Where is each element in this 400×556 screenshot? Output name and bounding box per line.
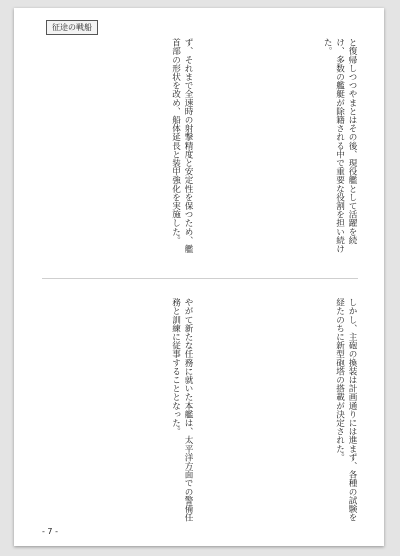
tier-divider (42, 278, 358, 279)
bottom-left-text: やがて新たな任務に就いた本艦は、太平洋方面での警備任務と訓練に従事することとなった。 (170, 298, 193, 522)
bottom-right-column (206, 298, 358, 522)
top-right-text: と復帰しつつやまとはその後、現役艦として活躍を続け、多数の艦艇が除籍される中で重要な役割を担い続けた。 (322, 38, 357, 253)
top-tier (42, 38, 358, 256)
top-right-column (206, 38, 358, 256)
document-page (14, 8, 384, 546)
bottom-right-text: しかし、主砲の換装は計画通りには進まず、各種の試験を経たのちに新型砲塔の搭載が決定された。 (334, 298, 357, 522)
bottom-tier (42, 298, 358, 522)
top-left-text: ず、それまで全速時の射撃精度と安定性を保つため、艦首部の形状を改め、船体延長と装甲強化を実施した。 (170, 38, 193, 253)
section-tag: 征途の戦船 (46, 20, 98, 35)
bottom-left-column (42, 298, 194, 522)
top-left-column (42, 38, 194, 256)
page-number: - 7 - (42, 527, 58, 536)
